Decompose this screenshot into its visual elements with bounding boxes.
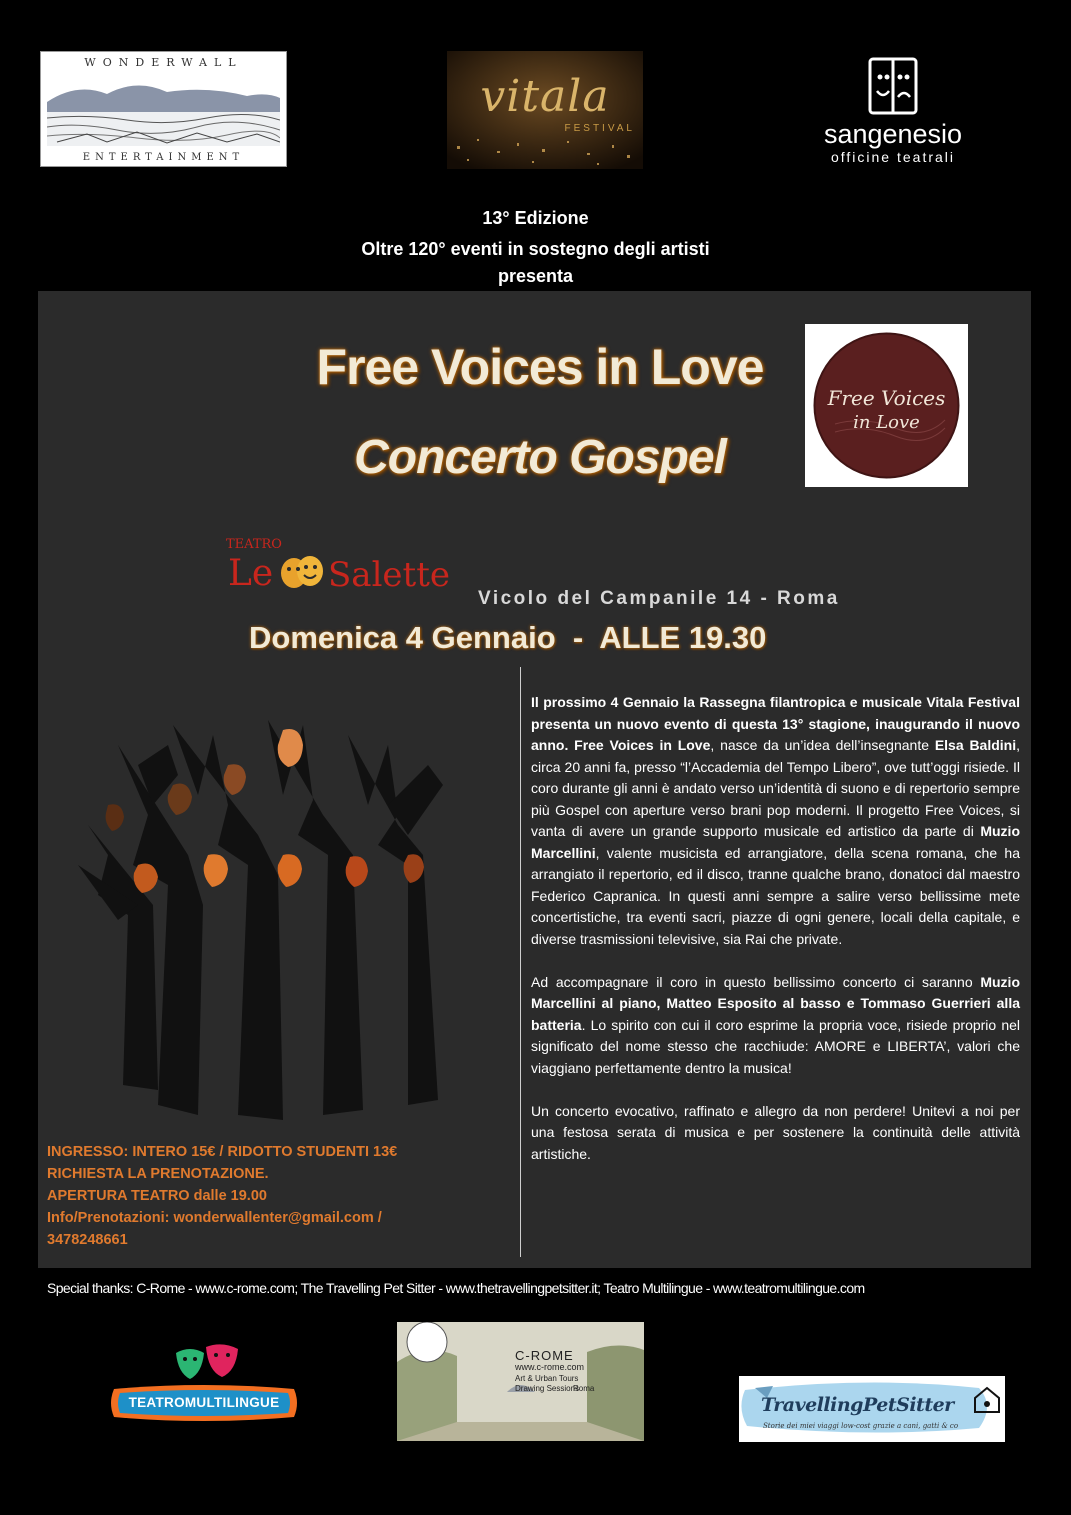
opening-time: APERTURA TEATRO dalle 19.00 bbox=[47, 1188, 267, 1204]
sangenesio-logo-text: sangenesio bbox=[823, 119, 963, 149]
description-bold-musicians: Muzio Marcellini al piano, Matteo Esposito al basso e Tommaso Guerrieri alla batteria bbox=[531, 973, 1020, 1033]
description-text: , valente musicista ed arrangiatore, della scena romana, che ha arrangiato il repertorio, ed il disco, tranne qualche brano, donatoci dal maestro Federico Capranica. In questi anni sempre a salire verso bellissime mete concertistiche, tra eventi sacri, piazze di ogni genere, locali della capitale, e diverse trasmissioni televisive, sia Rai che private. bbox=[531, 844, 1020, 947]
vitala-logo-text: vitala bbox=[480, 71, 610, 122]
colorful-masks-icon bbox=[172, 1343, 242, 1385]
travelling-pet-sitter-logo bbox=[739, 1376, 1005, 1442]
description-text: Ad accompagnare il coro in questo bellissimo concerto ci saranno bbox=[531, 973, 981, 990]
column-divider bbox=[520, 667, 521, 1257]
badge-text-line1: Free Voices bbox=[827, 386, 946, 410]
event-description bbox=[531, 692, 1020, 1187]
wonderwall-logo bbox=[40, 51, 287, 167]
gospel-choir-illustration bbox=[78, 705, 458, 1135]
travelling-pet-sitter-tagline: Storie dei miei viaggi low-cost grazie a cani, gatti & co bbox=[763, 1422, 959, 1430]
wonderwall-logo-bottom-text: ENTERTAINMENT bbox=[82, 152, 245, 163]
description-paragraph-1 bbox=[531, 692, 1020, 950]
teatromultilingue-logo-text: TEATROMULTILINGUE bbox=[128, 1395, 280, 1410]
c-rome-line1: Art & Urban Tours bbox=[515, 1374, 579, 1383]
event-title: Free Voices in Love bbox=[316, 339, 764, 395]
event-subtitle: Concerto Gospel bbox=[354, 431, 726, 484]
venue-address: Vicolo del Campanile 14 - Roma bbox=[478, 588, 840, 609]
wonderwall-landscape-drawing bbox=[47, 72, 280, 146]
vitala-festival-logo bbox=[447, 51, 643, 169]
contact-phone: 3478248661 bbox=[47, 1232, 128, 1248]
comedy-tragedy-masks-icon bbox=[278, 553, 326, 593]
description-paragraph-3: Un concerto evocativo, raffinato e allegro da non perdere! Unitevi a noi per una festosa serata di musica e per sostenere la continuità delle attività artistiche. bbox=[531, 1102, 1020, 1162]
presents-line: presenta bbox=[497, 266, 574, 286]
event-date: Domenica 4 Gennaio - ALLE 19.30 bbox=[249, 620, 767, 655]
ticket-price: INGRESSO: INTERO 15€ / RIDOTTO STUDENTI 13€ bbox=[47, 1144, 398, 1160]
travelling-pet-sitter-name: TravellingPetSitter bbox=[761, 1394, 954, 1416]
reservation-required: RICHIESTA LA PRENOTAZIONE. bbox=[47, 1166, 269, 1182]
c-rome-logo-text: C-ROME bbox=[515, 1348, 574, 1363]
sangenesio-logo bbox=[818, 55, 968, 170]
description-bold-intro: Il prossimo 4 Gennaio la Rassegna filantropica e musicale Vitala Festival presenta un nuovo evento di questa 13° stagione, inaugurando il nuovo anno. Free Voices in Love bbox=[531, 694, 1020, 753]
description-paragraph-2 bbox=[531, 972, 1020, 1080]
teatro-le-salette-logo bbox=[224, 535, 464, 605]
description-text: , nasce da un’idea dell’insegnante bbox=[710, 737, 935, 753]
badge-text-line2: in Love bbox=[853, 412, 920, 433]
sangenesio-logo-subtext: officine teatrali bbox=[830, 149, 955, 165]
c-rome-url: www.c-rome.com bbox=[515, 1362, 585, 1372]
edition-line: 13° Edizione bbox=[482, 208, 589, 228]
description-bold-name: Elsa Baldini bbox=[934, 737, 1017, 753]
vitala-logo-subtext: FESTIVAL bbox=[564, 123, 635, 134]
c-rome-city: Roma bbox=[573, 1384, 595, 1393]
description-text: . Lo spirito con cui il coro esprime la propria voce, risiede proprio nel significato del nome stesso che racchiude: AMORE e LIBERTA’, valori che viaggiano perfettamente dentro la musica! bbox=[531, 1016, 1020, 1076]
theatre-masks-icon bbox=[868, 57, 918, 115]
free-voices-badge-logo bbox=[805, 324, 968, 487]
c-rome-line2: Drawing Sessions bbox=[515, 1384, 580, 1393]
ticket-info bbox=[47, 1141, 397, 1251]
special-thanks: Special thanks: C-Rome - www.c-rome.com; The Travelling Pet Sitter - www.thetravellingpetsitter.it; Teatro Multilingue - www.teatromultilingue.com bbox=[47, 1280, 865, 1296]
venue-logo-name-left: Le bbox=[228, 553, 274, 594]
venue-logo-small-text: TEATRO bbox=[226, 537, 282, 552]
contact-email: Info/Prenotazioni: wonderwallenter@gmail.com / bbox=[47, 1210, 382, 1226]
wonderwall-logo-top-text: WONDERWALL bbox=[84, 56, 243, 69]
events-line: Oltre 120° eventi in sostegno degli artisti bbox=[361, 239, 710, 259]
description-bold-name: Muzio Marcellini bbox=[531, 823, 1020, 861]
venue-logo-name-right: Salette bbox=[328, 555, 451, 595]
description-text: , circa 20 anni fa, presso “l’Accademia del Tempo Libero”, ove tutt’oggi risiede. Il coro durante gli anni è andato verso un’identità di suono e di repertorio sempre più Gospel con aperture verso brani pop moderni. Il progetto Free Voices, si vanta di avere un grande supporto musicale ed artistico da parte di bbox=[531, 737, 1021, 839]
teatromultilingue-logo bbox=[110, 1343, 298, 1425]
c-rome-logo bbox=[397, 1322, 644, 1441]
